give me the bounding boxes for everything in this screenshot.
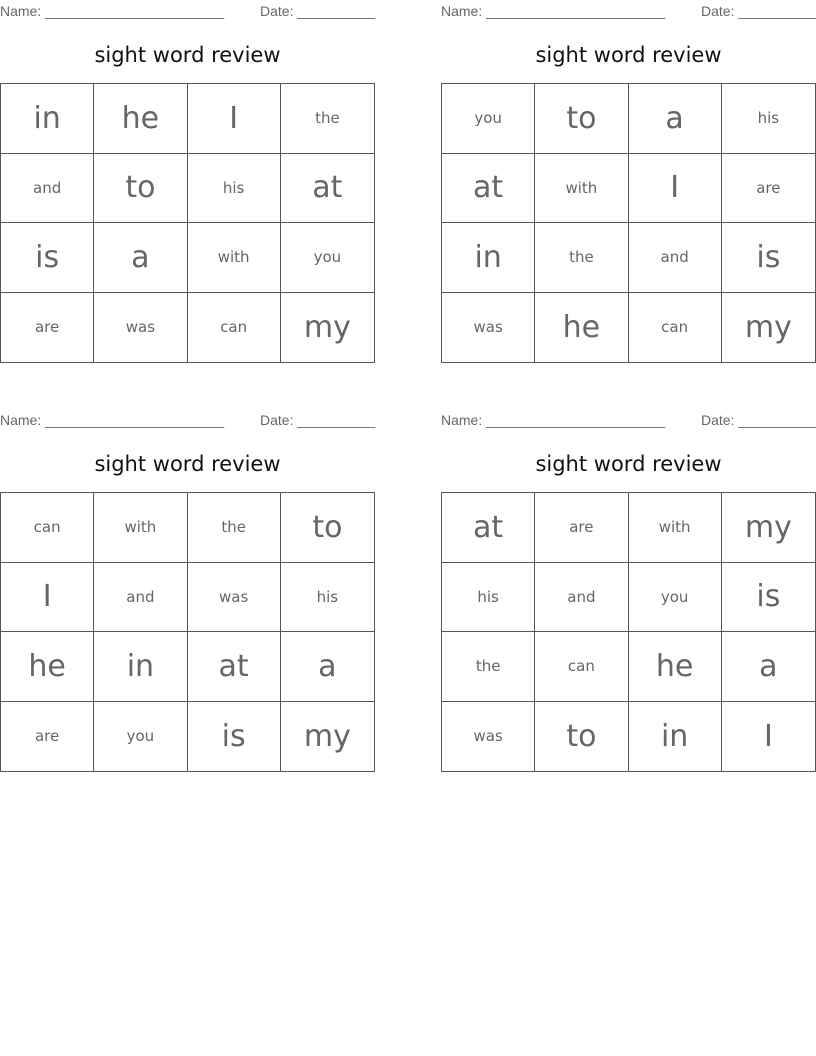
word-cell: and	[1, 154, 94, 224]
word-cell: and	[94, 563, 187, 633]
word-cell: is	[722, 223, 815, 293]
bingo-card-3	[0, 409, 375, 774]
word-cell: the	[188, 493, 281, 563]
word-cell: in	[1, 84, 94, 154]
word-cell: my	[303, 718, 351, 754]
word-cell: to	[535, 84, 628, 154]
word-cell: are	[722, 154, 815, 224]
name-field-line: Name: _______________________	[0, 412, 225, 428]
word-cell: you	[629, 563, 722, 633]
word-cell: he	[535, 293, 628, 363]
word-cell: you	[281, 223, 374, 293]
word-cell: he	[629, 632, 722, 702]
word-cell: my	[722, 493, 815, 563]
word-cell: to	[281, 493, 374, 563]
name-field-line: Name: _______________________	[441, 3, 666, 19]
word-cell: was	[442, 702, 535, 772]
word-cell: with	[94, 493, 187, 563]
word-cell: the	[281, 84, 374, 154]
word-cell: at	[281, 154, 374, 224]
word-cell: at	[188, 632, 281, 702]
word-cell: he	[94, 84, 187, 154]
word-cell: with	[535, 154, 628, 224]
word-cell: the	[535, 223, 628, 293]
date-field-line: Date: __________	[701, 412, 816, 428]
word-grid	[0, 83, 375, 363]
word-cell: are	[535, 493, 628, 563]
word-cell: can	[629, 293, 722, 363]
word-cell: you	[94, 702, 187, 772]
word-cell: in	[629, 702, 722, 772]
word-cell: at	[442, 493, 535, 563]
card-title: sight word review	[535, 452, 722, 476]
word-cell: I	[188, 84, 281, 154]
word-cell: his	[442, 563, 535, 633]
date-field-line: Date: __________	[701, 3, 816, 19]
bingo-card-4	[441, 409, 816, 774]
word-cell: can	[188, 293, 281, 363]
word-cell: you	[442, 84, 535, 154]
word-cell: I	[1, 563, 94, 633]
word-cell: the	[442, 632, 535, 702]
word-cell: at	[442, 154, 535, 224]
date-field-line: Date: __________	[260, 412, 376, 428]
word-cell: is	[188, 702, 281, 772]
word-cell: to	[535, 702, 628, 772]
word-cell: and	[535, 563, 628, 633]
name-field-line: Name: _______________________	[0, 3, 225, 19]
word-cell: are	[1, 702, 94, 772]
word-cell: his	[188, 154, 281, 224]
word-cell: a	[94, 223, 187, 293]
word-cell: his	[722, 84, 815, 154]
word-cell: to	[94, 154, 187, 224]
name-field-line: Name: _______________________	[441, 412, 666, 428]
word-cell: I	[763, 718, 773, 754]
word-grid	[441, 83, 816, 363]
word-cell: a	[281, 632, 374, 702]
word-grid	[441, 492, 816, 772]
word-cell: can	[1, 493, 94, 563]
bingo-card-2	[441, 0, 816, 365]
card-title: sight word review	[94, 43, 281, 67]
word-cell: was	[442, 293, 535, 363]
word-cell: was	[188, 563, 281, 633]
word-cell: his	[281, 563, 374, 633]
word-cell: and	[629, 223, 722, 293]
word-cell: are	[1, 293, 94, 363]
word-cell: I	[629, 154, 722, 224]
word-cell: my	[303, 309, 351, 345]
word-cell: he	[1, 632, 94, 702]
word-cell: can	[535, 632, 628, 702]
word-cell: a	[722, 632, 815, 702]
word-cell: was	[94, 293, 187, 363]
card-title: sight word review	[535, 43, 722, 67]
card-title: sight word review	[94, 452, 281, 476]
word-cell: is	[1, 223, 94, 293]
word-cell: in	[442, 223, 535, 293]
word-cell: is	[722, 563, 815, 633]
word-cell: in	[94, 632, 187, 702]
word-cell: a	[629, 84, 722, 154]
word-grid	[0, 492, 375, 772]
word-cell: my	[744, 309, 792, 345]
bingo-card-1	[0, 0, 375, 365]
word-cell: with	[629, 493, 722, 563]
date-field-line: Date: __________	[260, 3, 376, 19]
word-cell: with	[188, 223, 281, 293]
